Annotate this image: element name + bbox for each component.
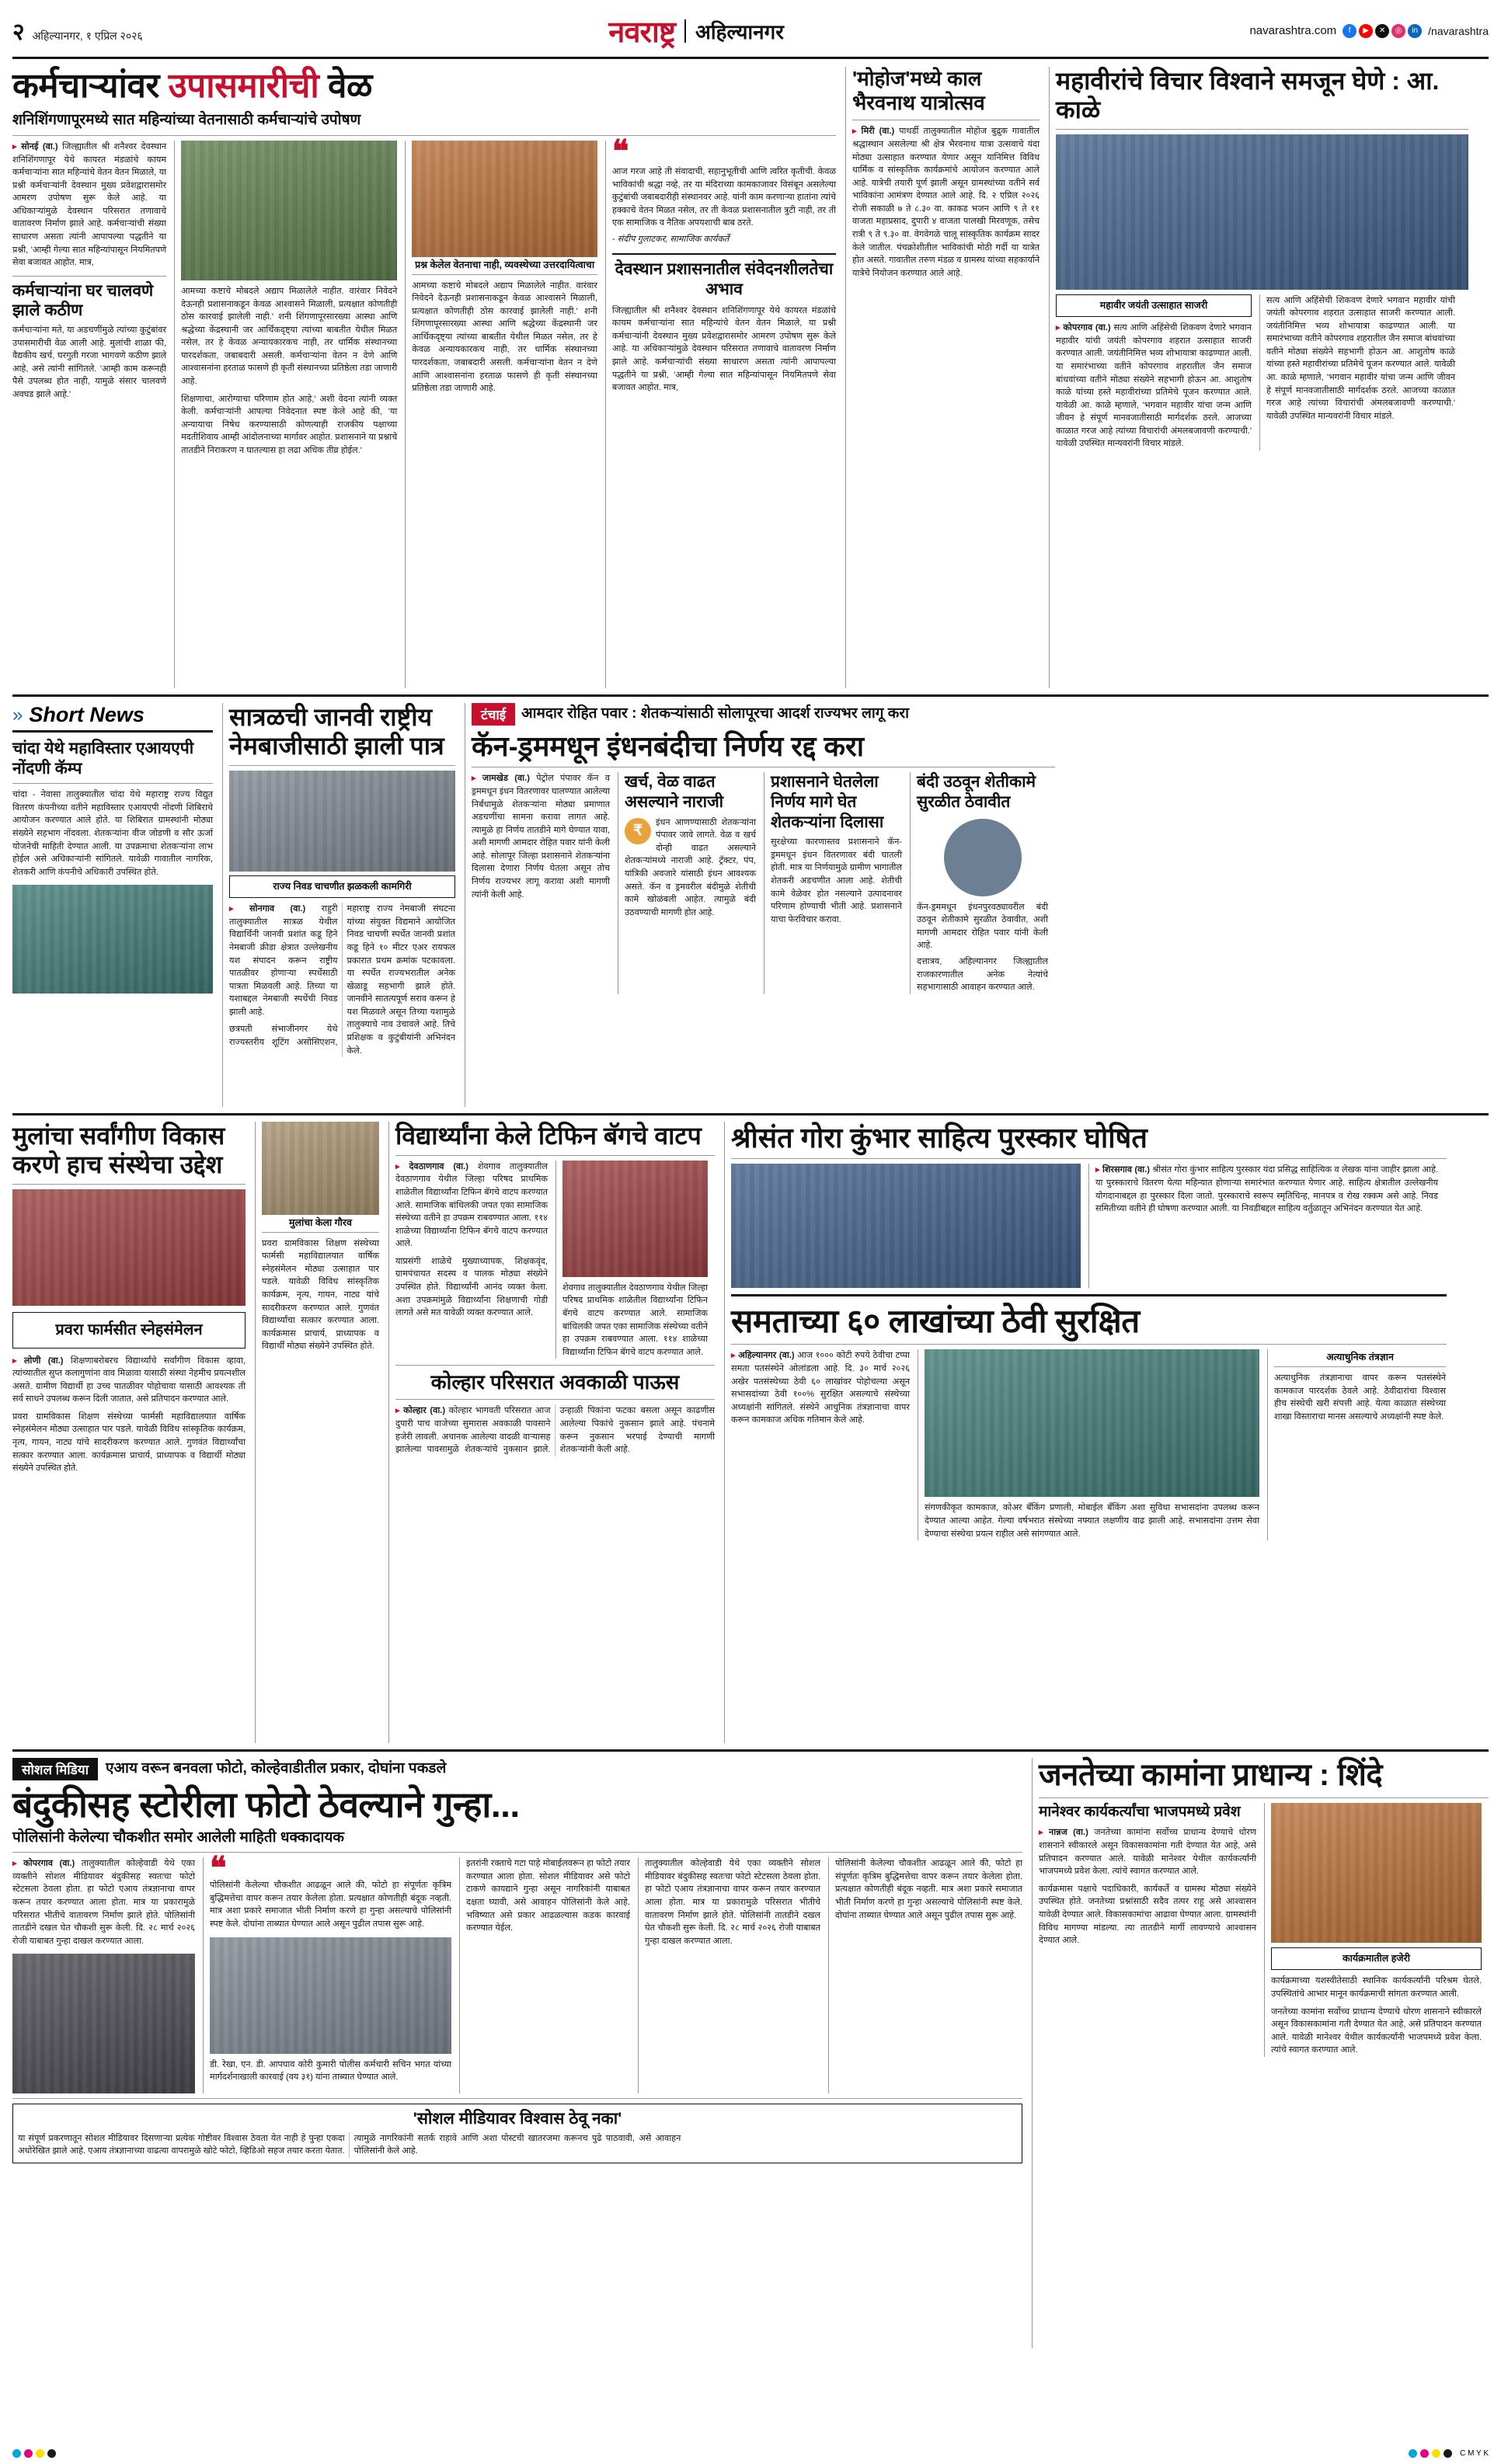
- edition-name: अहिल्यानगर: [695, 19, 784, 44]
- article-mohoj: 'मोहोज'मध्ये काल भैरवनाथ यात्रोत्सव ▸ मिरी (वा.) पाथर्डी तालुक्यातील मोहोज बुद्रुक गावातील श्रद्धास्थान असलेल्या श्री क्षेत्र भैरवनाथ यात्रा उत्सवाचे यंदा मोठ्या उत्साहात करण्यात येणार असून यानिमित्त विविध धार्मिक व सांस्कृतिक कार्यक्रमांचे आयोजन करण्यात आले आहे. यात्रेची तयारी पूर्ण झाली असून ग्रामस्थांच्या वतीने सर्व भाविकांना आमंत्रण देण्यात आले आहे. दि. २ एप्रिल २०२६ रोजी सकाळी ७ ते ८.३० वा. काकड भजन आणि ९ ते ११ वाजता महाप्रसाद, दुपारी ४ वाजता पालखी मिरवणूक, तसेच रात्री ९ ते ९.३० वा. वेगवेगळे चालू सांस्कृतिक कार्यक्रम सादर केले जातील. पंचक्रोशीतील भाविकांची मोठी गर्दी या यात्रेत होत असते. गावातील तरुण मंडळ व ग्रामस्थ यांच्या सहकार्याने यात्रेचे नियोजन करण्यात आले आहे.: [845, 67, 1040, 688]
- mahavir-caption: महावीर जयंती उत्साहात साजरी: [1056, 294, 1252, 318]
- tanchai-tag: टंचाई: [472, 703, 515, 726]
- social-media-tag: सोशल मिडिया: [12, 1758, 98, 1780]
- masthead: [12, 11, 1489, 59]
- tanchai-kicker: आमदार रोहित पवार : शेतकऱ्यांसाठी सोलापूरचा आदर्श राज्यभर लागू करा: [521, 705, 910, 722]
- tanchai-name-caption: दत्तात्रय, अहिल्यानगर जिल्ह्यातील राजकारणातील अनेक नेत्यांचे सहभागासाठी आवाहन करण्यात आले.: [917, 956, 1048, 993]
- short-news-header: [12, 703, 213, 733]
- lead-body-1: जिल्ह्यातील श्री शनैश्वर देवस्थान शनिशिंगणापूर येथे कायरत मंडळांचे कायम कर्मचाऱ्यांना सात महिन्यांचे वेतन वेतन मिळाले, या प्रश्नी कर्मचाऱ्यांनी देवस्थान मुख्य प्रवेशद्वारासमोर आमरण उपोषण सुरू केले आहे. या अधिकाऱ्यांमुळे देवस्थान परिसरात तणावाचे वातावरण निर्माण झाले आहे. कर्मचाऱ्यांची संख्या साधारण असता त्यांनी आपापल्या पद्धतीने या प्रश्नी, 'आम्ही गेल्या सात महिन्यांपासून नियमितपणे सेवा बजावत आहोत. मात्र,: [12, 141, 167, 268]
- lead-dateline: सोनई (वा.): [21, 141, 58, 151]
- dot-magenta: [24, 2449, 33, 2458]
- social-box-title: 'सोशल मीडियावर विश्वास ठेवू नका': [413, 2110, 622, 2128]
- footer-marks: [12, 2449, 1489, 2458]
- lead-headline: [12, 67, 836, 105]
- color-dots-left: [12, 2449, 56, 2458]
- youtube-icon[interactable]: ▶: [1359, 24, 1373, 38]
- lead-quote-body: जिल्ह्यातील श्री शनैश्वर देवस्थान शनिशिंगणापूर येथे कायरत मंडळांचे कायम कर्मचाऱ्यांना सात महिन्यांचे वेतन वेतन मिळाले, या प्रश्नी कर्मचाऱ्यांनी देवस्थान मुख्य प्रवेशद्वारासमोर आमरण उपोषण सुरू केले आहे. या अधिकाऱ्यांमुळे देवस्थान परिसरात तणावाचे वातावरण निर्माण झाले आहे. कर्मचाऱ्यांची संख्या साधारण असता त्यांनी आपापल्या पद्धतीने या प्रश्नी, 'आम्ही गेल्या सात महिन्यांपासून नियमितपणे सेवा बजावत आहोत. मात्र,: [611, 305, 836, 393]
- mohoj-body: पाथर्डी तालुक्यातील मोहोज बुद्रुक गावातील श्रद्धास्थान असलेल्या श्री क्षेत्र भैरवनाथ यात्रा उत्सवाचे यंदा मोठ्या उत्साहात करण्यात येणार असून यानिमित्त विविध धार्मिक व सांस्कृतिक कार्यक्रमांचे आयोजन करण्यात आले आहे. यात्रेची तयारी पूर्ण झाली असून ग्रामस्थांच्या वतीने सर्व भाविकांना आमंत्रण देण्यात आले आहे. दि. २ एप्रिल २०२६ रोजी सकाळी ७ ते ८.३० वा. काकड भजन आणि ९ ते ११ वाजता महाप्रसाद, दुपारी ४ वाजता पालखी मिरवणूक, तसेच रात्री ९ ते ९.३० वा. वेगवेगळे चालू सांस्कृतिक कार्यक्रम सादर केले जातील. पंचक्रोशीतील भाविकांची मोठी गर्दी या यात्रेत होत असते. गावातील तरुण मंडळ व ग्रामस्थ यांच्या सहकार्याने यात्रेचे नियोजन करण्यात आले आहे.: [852, 127, 1040, 278]
- shinde-caption: कार्यक्रमातील हजेरी: [1271, 1947, 1482, 1971]
- social-media-kicker: एआय वरून बनवला फोटो, कोल्हेवाडीतील प्रकार, दोघांना पकडले: [106, 1760, 447, 1777]
- social-body-5: पोलिसांनी केलेल्या चौकशीत आढळून आले की, फोटो हा संपूर्णतः कृत्रिम बुद्धिमत्तेचा वापर करून तयार केलेला होता. प्रत्यक्षात कोणतीही बंदूक नव्हती. मात्र अशा प्रकारे समाजात भीती निर्माण करणे हा गुन्हा असल्याचे पोलिसांनी स्पष्ट केले. दोघांना ताब्यात घेण्यात आले असून पुढील तपास सुरू आहे.: [835, 1859, 1022, 1920]
- facebook-icon[interactable]: f: [1343, 24, 1356, 38]
- lead-body-4: शिक्षणाचा, आरोग्याचा परिणाम होत आहे,' अशी वेदना त्यांनी व्यक्त केली. कर्मचाऱ्यांनी आपल्या निवेदनात स्पष्ट केले आहे की, 'या अन्यायाचा निषेध करण्यासाठी कोणत्याही राजकीय पक्षाच्या मदतीशिवाय आम्ही आंदोलनाच्या मार्गावर आहोत. प्रशासनाने या प्रश्नाचे तातडीने निराकरण न घातल्यास हा लढा अधिक तीव्र होईल.': [181, 394, 398, 455]
- article-mulancha: मुलांचा सर्वांगीण विकास करणे हाच संस्थेचा उद्देश प्रवरा फार्मसीत स्नेहसंमेलन ▸ लोणी (वा.) शिक्षणाबरोबरच विद्यार्थ्यांचे सर्वांगीण विकास व्हावा, त्यांच्यातील सुप्त कलागुणांना वाव मिळावा यासाठी संस्था नेहमीच प्रयत्नशील असते. ग्रामीण विद्यार्थी हा उच्च पातळीवर पोहोचावा यासाठी आवश्यक ती सर्व साधने उपलब्ध करून दिली जातात, असे प्रतिपादन करण्यात आले. प्रवरा ग्रामविकास शिक्षण संस्थेच्या फार्मसी महाविद्यालयात वार्षिक स्नेहसंमेलन मोठ्या उत्साहात पार पडले. यावेळी विविध सांस्कृतिक कार्यक्रम, नृत्य, गायन, नाट्य यांचे सादरीकरण करण्यात आले. गुणवंत विद्यार्थ्यांचा सत्कार करण्यात आला. कार्यक्रमास प्राचार्य, प्राध्यापक व विद्यार्थी मोठ्या संख्येने उपस्थित होते.: [12, 1122, 246, 1743]
- color-dots-right: [1409, 2449, 1489, 2458]
- social-body-4: तालुक्यातील कोल्हेवाडी येथे एका व्यक्तीने सोशल मीडियावर बंदुकीसह स्वतःचा फोटो स्टेटसला ठेवला होता. हा फोटो एआय तंत्रज्ञानाचा वापर करून तयार करण्यात आला होता. मात्र या प्रकारामुळे परिसरात भीतीचे वातावरण निर्माण झाले होते. पोलिसांनी तातडीने दखल घेत चौकशी सुरू केली. दि. २८ मार्च २०२६ रोजी याबाबत गुन्हा दाखल करण्यात आला.: [645, 1859, 820, 1946]
- tanchai-box3-text: कॅन-ड्रममधून इंधनपुरवठ्यावरील बंदी उठवून शेतीकामे सुरळीत ठेवावीत, अशी मागणी आमदार रोहित पवार यांनी केली आहे.: [917, 902, 1048, 951]
- samata-body-2: संगणकीकृत कामकाज, कोअर बँकिंग प्रणाली, मोबाईल बँकिंग अशा सुविधा सभासदांना उपलब्ध करून देण्यात आल्या आहेत. गेल्या वर्षभरात संस्थेच्या नफ्यात लक्षणीय वाढ झाली आहे. सभासदांना उत्तम सेवा देण्याचा संस्थेचा प्रयत्न राहील असे सांगण्यात आले.: [925, 1503, 1259, 1539]
- tanchai-box3-title: बंदी उठवून शेतीकामे सुरळीत ठेवावीत: [917, 773, 1036, 811]
- band-third: [12, 1122, 1489, 1743]
- social-box-text: या संपूर्ण प्रकरणातून सोशल मीडियावर दिसणाऱ्या प्रत्येक गोष्टीवर विश्वास ठेवता येत नाही हे पुन्हा एकदा अधोरेखित झाले आहे. एआय तंत्रज्ञानाच्या वाढत्या वापरामुळे खोटे फोटो, व्हिडिओ सहज तयार करता येतात. त्यामुळे नागरिकांनी सतर्क राहावे आणि अशा पोस्टची खातरजमा करूनच पुढे पाठवावी, असे आवाहन पोलिसांनी केले आहे.: [18, 2133, 681, 2156]
- band-second: [12, 703, 1489, 1107]
- linkedin-icon[interactable]: in: [1408, 24, 1422, 38]
- samata-dateline: अहिल्यानगर (वा.): [738, 1351, 795, 1361]
- lead-headline-b: वेळ: [319, 67, 372, 105]
- lead-story: [12, 67, 836, 688]
- mahavir-headline: महावीरांचे विचार विश्वाने समजून घेणे : आ. काळे: [1056, 67, 1440, 124]
- shinde-photo: [1271, 1803, 1482, 1943]
- dot-cyan: [12, 2449, 21, 2458]
- mohoj-headline: 'मोहोज'मध्ये काल भैरवनाथ यात्रोत्सव: [852, 67, 985, 115]
- dot-key: [47, 2449, 56, 2458]
- social-quote-icon: ❝: [210, 1850, 227, 1886]
- dot-yellow: [36, 2449, 44, 2458]
- lead-body-extra: आमच्या कष्टाचे मोबदले अद्याप मिळालेले नाहीत. वारंवार निवेदने देऊनही प्रशासनाकडून केवळ आश्वासने मिळाली, प्रत्यक्षात कोणतीही ठोस कारवाई झालेली नाही.' शनी शिंगणापूरसारख्या आस्था आणि श्रद्धेच्या केंद्रस्थानी जर आर्थिकदृष्ट्या त्यांच्या बाबतीत येथील मिळत नसेल, तर हे केवळ अन्यायकारकच नाही, तर धार्मिक संस्थानच्या पारदर्शकता, जबाबदारी असली. कर्मचाऱ्यांना वेतन न देणे आणि आश्वासनांना हरताळ फासणे ही कृती संस्थानच्या प्रतिष्ठेला तडा जाणारी आहे.: [412, 280, 597, 394]
- short-news-title: Short News: [29, 703, 145, 726]
- band-bottom: [12, 1758, 1489, 2348]
- samata-body-3: अत्याधुनिक तंत्रज्ञानाचा वापर करून पतसंस्थेने कामकाज पारदर्शक ठेवले आहे. ठेवीदारांचा विश्वास हीच संस्थेची खरी संपत्ती आहे. येत्या काळात संस्थेच्या शाखा विस्ताराचा मानस असल्याचे अध्यक्षांनी स्पष्ट केले.: [1274, 1373, 1446, 1422]
- tiffin-headline: विद्यार्थ्यांना केले टिफिन बॅगचे वाटप: [395, 1122, 702, 1150]
- tanchai-box2-text: सुरक्षेच्या कारणास्तव प्रशासनाने कॅन-ड्रममधून इंधन वितरणावर बंदी घातली होती. मात्र या निर्णयामुळे ग्रामीण भागातील शेतकरी अडचणीत आला आहे. शेतीची कामे वेळेवर होत नसल्याने उत्पादनावर परिणाम होण्याची भीती आहे. प्रशासनाने याचा फेरविचार करावा.: [771, 837, 902, 924]
- article-gora-samata: श्रीसंत गोरा कुंभार साहित्य पुरस्कार घोषित ▸ शिरसगाव (वा.) श्रीसंत गोरा कुंभार साहित्य पुरस्कार यंदा प्रसिद्ध साहित्यिक व लेखक यांना जाहीर झाला आहे. या पुरस्काराचे वितरण येत्या महिन्यात होणाऱ्या समारंभात करण्यात येणार आहे. साहित्य क्षेत्रातील उल्लेखनीय योगदानाबद्दल हा पुरस्कार दिला जातो. पुरस्काराचे स्वरूप स्मृतिचिन्ह, मानपत्र व रोख रक्कम असे आहे. निवड समितीच्या वतीने ही घोषणा करण्यात आली. या निवडीबद्दल साहित्य वर्तुळातून अभिनंदन करण्यात येत आहे. समताच्या ६० लाखांच्या ठेवी सुरक्षित ▸ अहिल्यानगर (वा.) आज १००० कोटी रुपये ठेवीचा टप्पा समता पतसंस्थेने ओलांडला आहे. दि. ३० मार्च २०२६ अखेर पतसंस्थेच्या ठेवी ६० लाखांवर पोहोचल्या असून सभासदांच्या ठेवी १००% सुरक्षित असल्याचे संस्थेच्या अध्यक्षांनी सांगितले. संस्थेने आधुनिक तंत्रज्ञानाचा वापर करून कामकाज अधिक गतिमान केले आहे. संगणकीकृत कामकाज, कोअर बँकिंग प्रणाली, मोबाईल बँकिंग अशा सुविधा सभासदांना उपलब्ध करून देण्यात आल्या आहेत. गेल्या वर्षभरात संस्थेच्या नफ्यात लक्षणीय वाढ झाली आहे. सभासदांना उत्तम सेवा देण्याचा संस्थेचा प्रयत्न राहील असे सांगण्यात आले. अत्याधुनिक तंत्रज्ञान अत्याधुनिक तंत्रज्ञानाचा वापर करून पतसंस्थेने कामकाज पारदर्शक ठेवले आहे. ठेवीदारांचा विश्वास हीच संस्थेची खरी संपत्ती आहे. येत्या काळात संस्थेच्या शाखा विस्ताराचा मानस असल्याचे अध्यक्षांनी स्पष्ट केले.: [724, 1122, 1447, 1743]
- mahavir-dateline: कोपरगाव (वा.): [1063, 323, 1111, 333]
- shinde-body-3: कार्यक्रमाच्या यशस्वीतेसाठी स्थानिक कार्यकर्त्यांनी परिश्रम घेतले. उपस्थितांचे आभार मानून कार्यक्रमाची सांगता करण्यात आली.: [1271, 1976, 1482, 1999]
- social-dateline: कोपरगाव (वा.): [23, 1859, 75, 1869]
- tanchai-portrait: [944, 819, 1022, 896]
- tiffin-photo: [562, 1161, 708, 1277]
- band-top: [12, 67, 1489, 688]
- social-photo-2: [210, 1937, 451, 2054]
- double-arrow-icon: »: [12, 704, 23, 726]
- kolhar-headline: कोल्हार परिसरात अवकाळी पाऊस: [430, 1370, 680, 1394]
- lead-col-1: ▸ सोनई (वा.) जिल्ह्यातील श्री शनैश्वर देवस्थान शनिशिंगणापूर येथे कायरत मंडळांचे कायम कर्मचाऱ्यांना सात महिन्यांचे वेतन वेतन मिळाले, या प्रश्नी कर्मचाऱ्यांनी देवस्थान मुख्य प्रवेशद्वारासमोर आमरण उपोषण सुरू केले आहे. या अधिकाऱ्यांमुळे देवस्थान परिसरात तणावाचे वातावरण निर्माण झाले आहे. कर्मचाऱ्यांची संख्या साधारण असता त्यांनी आपापल्या पद्धतीने या प्रश्नी, 'आम्ही गेल्या सात महिन्यांपासून नियमितपणे सेवा बजावत आहोत. मात्र, कर्मचाऱ्यांना घर चालवणे झाले कठीण कर्मचाऱ्यांना मते, या अडचणींमुळे त्यांच्या कुटुंबांवर उपासमारीची वेळ आली आहे. मुलांची शाळा फी, वैद्यकीय खर्च, घरगुती गरजा भागवणे कठीण झाले आहे, असे त्यांनी सांगितले. 'आम्ही काम करूनही पैसे उपलब्ध होत नाही, यामुळे संसार चालवणे अवघड झाले आहे.': [12, 141, 166, 688]
- x-icon[interactable]: ✕: [1375, 24, 1389, 38]
- article-shinde: जनतेच्या कामांना प्राधान्य : शिंदे मानेश्वर कार्यकर्त्यांचा भाजपमध्ये प्रवेश ▸ नान्नज (वा.) जनतेच्या कामांना सर्वोच्च प्राधान्य देण्याचे धोरण शासनाने स्वीकारले असून विकासकामांना गती देण्यात येत आहे, असे प्रतिपादन करण्यात आले. यावेळी मानेश्वर येथील कार्यकर्त्यांनी भाजपमध्ये प्रवेश केला. त्यांचे स्वागत करण्यात आले. कार्यक्रमास पक्षाचे पदाधिकारी, कार्यकर्ते व ग्रामस्थ मोठ्या संख्येने उपस्थित होते. जनतेच्या प्रश्नांसाठी सदैव तत्पर राहू असे आश्वासन यावेळी देण्यात आले. विकासकामांचा आढावा घेण्यात आला. ग्रामस्थांनी विविध मागण्या मांडल्या. त्या तातडीने मार्गी लावण्याचे आश्वासन देण्यात आले. कार्यक्रमातील हजेरी कार्यक्रमाच्या यशस्वीतेसाठी स्थानिक कार्यकर्त्यांनी परिश्रम घेतले. उपस्थितांचे आभार मानून कार्यक्रमाची सांगता करण्यात आली. जनतेच्या कामांना सर्वोच्च प्राधान्य देण्याचे धोरण शासनाने स्वीकारले असून विकासकामांना गती देण्यात येत आहे, असे प्रतिपादन करण्यात आले. यावेळी मानेश्वर येथील कार्यकर्त्यांनी भाजपमध्ये प्रवेश केला. त्यांचे स्वागत करण्यात आले.: [1032, 1758, 1489, 2348]
- masthead-right: [1249, 24, 1489, 38]
- website-url[interactable]: navarashtra.com: [1249, 24, 1337, 37]
- lead-quote-headline: देवस्थान प्रशासनातील संवेदनशीलतेचा अभाव: [612, 253, 836, 299]
- short-news-block: [12, 703, 213, 1107]
- lead-body-3: कर्मचाऱ्यांना मते, या अडचणींमुळे त्यांच्या कुटुंबांवर उपासमारीची वेळ आली आहे. मुलांची शाळा फी, वैद्यकीय खर्च, घरगुती गरजा भागवणे कठीण झाले आहे, असे त्यांनी सांगितले. 'आम्ही काम करूनही पैसे उपलब्ध होत नाही, यामुळे संसार चालवणे अवघड झाले आहे.': [12, 325, 167, 399]
- lead-quote-block: [605, 133, 836, 688]
- tanchai-box1-text: इंधन आणण्यासाठी शेतकऱ्यांना पंपावर जावे लागते. वेळ व खर्च दोन्ही वाढत असल्याने शेतकऱ्यांमध्ये नाराजी आहे. ट्रॅक्टर, पंप, यांत्रिकी अवजारे यांसाठी इंधन आवश्यक असते. कॅन व ड्रमवरील बंदीमुळे शेतीची कामे खोळंबली आहेत. त्यामुळे बंदी उठवण्याची मागणी होत आहे.: [625, 817, 756, 917]
- mulancha-box-title: प्रवरा फार्मसीत स्नेहसंमेलन: [12, 1312, 246, 1349]
- mohoj-dateline: मिरी (वा.): [861, 127, 895, 137]
- lead-photo-2: [412, 141, 597, 257]
- mahavir-body: सत्य आणि अहिंसेची शिकवण देणारे भगवान महावीर यांची जयंती कोपरगाव शहरात उत्साहात साजरी करण्यात आली. जयंतीनिमित्त भव्य शोभायात्रा काढण्यात आली. या समारंभाच्या वतीने कोपरगाव शहरातील जैन समाज बांधवांच्या वतीने मोठ्या संख्येने सहभागी होऊन आ. आशुतोष काळे यांच्या हस्ते महावीरांच्या प्रतिमेचे पूजन करण्यात आले. यावेळी आ. काळे म्हणाले, 'भगवान महावीर यांचा जन्म आणि जीवन हे संपूर्ण मानवजातीसाठी मार्गदर्शक ठरले. आजच्या काळात गरज आहे त्यांच्या विचारांची अंमलबजावणी करण्याची.' यावेळी उपस्थित मान्यवरांनी विचार मांडले.: [1056, 323, 1252, 449]
- satral-body-1: राहुरी तालुक्यातील सात्रळ येथील विद्यार्थिनी जानवी प्रशांत कडू हिने नेमबाजी क्रीडा क्षेत्रात उल्लेखनीय यश संपादन करून राष्ट्रीय पातळीवर होणाऱ्या स्पर्धेसाठी पात्रता मिळवली आहे. तिच्या या यशाबद्दल नेमबाजी स्पर्धेची निवड झाली आहे.: [229, 904, 338, 1017]
- satral-caption: राज्य निवड चाचणीत झळकली कामगिरी: [229, 875, 455, 899]
- social-body-1: तालुक्यातील कोल्हेवाडी येथे एका व्यक्तीने सोशल मीडियावर बंदुकीसह स्वतःचा फोटो स्टेटसला ठेवला होता. हा फोटो एआय तंत्रज्ञानाचा वापर करून तयार करण्यात आला होता. मात्र या प्रकारामुळे परिसरात भीतीचे वातावरण निर्माण झाले होते. पोलिसांनी तातडीने दखल घेत चौकशी सुरू केली. दि. २८ मार्च २०२६ रोजी याबाबत गुन्हा दाखल करण्यात आला.: [12, 1859, 196, 1946]
- dot-key-2: [1444, 2449, 1452, 2458]
- samata-photo: [925, 1349, 1259, 1497]
- tiffin-dateline: देवठाणगाव (वा.): [409, 1161, 468, 1171]
- tiffin-body-1: शेवगाव तालुक्यातील देवठाणगाव येथील जिल्हा परिषद प्राथमिक शाळेतील विद्यार्थ्यांना टिफिन बॅगचे वाटप करण्यात आले. सामाजिक बांधिलकी जपत एका सामाजिक संस्थेच्या वतीने हा उपक्रम राबवण्यात आला. ११४ शाळेच्या विद्यार्थ्यांना टिफिन बॅगचे वाटप करण्यात आले.: [395, 1161, 548, 1249]
- social-media-headline: बंदुकीसह स्टोरीला फोटो ठेवल्याने गुन्हा...: [12, 1784, 520, 1825]
- tanchai-dateline: जामखेड (वा.): [482, 774, 530, 784]
- tiffin-body-3: शेवगाव तालुक्यातील देवठाणगाव येथील जिल्हा परिषद प्राथमिक शाळेतील विद्यार्थ्यांना टिफिन बॅगचे वाटप करण्यात आले. सामाजिक बांधिलकी जपत एका सामाजिक संस्थेच्या वतीने हा उपक्रम राबवण्यात आला. ११४ शाळेच्या विद्यार्थ्यांना टिफिन बॅगचे वाटप करण्यात आले.: [562, 1282, 708, 1357]
- social-body-3: इतरांनी रक्ताचे गटा पाहे मोबाईलवरून हा फोटो तयार करण्यात आला होता. सोशल मीडियावर असे फोटो टाकणे कायद्याने गुन्हा असून नागरिकांनी याबाबत दक्षता घ्यावी, असे आवाहन पोलिसांनी केले आहे. भविष्यात असे प्रकार आढळल्यास कडक कारवाई करण्यात येईल.: [466, 1859, 630, 1933]
- lead-headline-red: उपासमारीची: [168, 67, 319, 105]
- mulancha-headline: मुलांचा सर्वांगीण विकास करणे हाच संस्थेचा उद्देश: [12, 1122, 225, 1178]
- gora-headline: श्रीसंत गोरा कुंभार साहित्य पुरस्कार घोषित: [731, 1122, 1148, 1154]
- samata-body-1: आज १००० कोटी रुपये ठेवीचा टप्पा समता पतसंस्थेने ओलांडला आहे. दि. ३० मार्च २०२६ अखेर पतसंस्थेच्या ठेवी ६० लाखांवर पोहोचल्या असून सभासदांच्या ठेवी १००% सुरक्षित असल्याचे संस्थेच्या अध्यक्षांनी सांगितले. संस्थेने आधुनिक तंत्रज्ञानाचा वापर करून कामकाज अधिक गतिमान केले आहे.: [731, 1351, 910, 1425]
- shinde-headline: जनतेच्या कामांना प्राधान्य : शिंदे: [1039, 1758, 1383, 1792]
- gora-body: श्रीसंत गोरा कुंभार साहित्य पुरस्कार यंदा प्रसिद्ध साहित्यिक व लेखक यांना जाहीर झाला आहे. या पुरस्काराचे वितरण येत्या महिन्यात होणाऱ्या समारंभात करण्यात येणार आहे. साहित्य क्षेत्रातील उल्लेखनीय योगदानाबद्दल हा पुरस्कार दिला जातो. पुरस्काराचे स्वरूप स्मृतिचिन्ह, मानपत्र व रोख रक्कम असे आहे. निवड समितीच्या वतीने ही घोषणा करण्यात आली. या निवडीबद्दल साहित्य वर्तुळातून अभिनंदन करण्यात येत आहे.: [1095, 1165, 1439, 1214]
- shinde-body-1: जनतेच्या कामांना सर्वोच्च प्राधान्य देण्याचे धोरण शासनाने स्वीकारले असून विकासकामांना गती देण्यात येत आहे, असे प्रतिपादन करण्यात आले. यावेळी मानेश्वर येथील कार्यकर्त्यांनी भाजपमध्ये प्रवेश केला. त्यांचे स्वागत करण्यात आले.: [1039, 1828, 1256, 1877]
- samata-headline: समताच्या ६० लाखांच्या ठेवी सुरक्षित: [731, 1303, 1140, 1340]
- masthead-left: [12, 15, 143, 47]
- lead-col-3: [405, 141, 597, 688]
- social-body-2: पोलिसांनी केलेल्या चौकशीत आढळून आले की, फोटो हा संपूर्णतः कृत्रिम बुद्धिमत्तेचा वापर करून तयार केलेला होता. प्रत्यक्षात कोणतीही बंदूक नव्हती. मात्र अशा प्रकारे समाजात भीती निर्माण करणे हा गुन्हा असल्याचे पोलिसांनी स्पष्ट केले. दोघांना ताब्यात घेण्यात आले असून पुढील तपास सुरू आहे.: [210, 1881, 451, 1929]
- short-news-photo: [12, 885, 213, 994]
- tanchai-box1-title: खर्च, वेळ वाढत असल्याने नाराजी: [625, 773, 724, 811]
- article-satral: सात्रळची जानवी राष्ट्रीय नेमबाजीसाठी झाली पात्र राज्य निवड चाचणीत झळकली कामगिरी ▸ सोनगाव (वा.) राहुरी तालुक्यातील सात्रळ येथील विद्यार्थिनी जानवी प्रशांत कडू हिने नेमबाजी क्रीडा क्षेत्रात उल्लेखनीय यश संपादन करून राष्ट्रीय पातळीवर होणाऱ्या स्पर्धेसाठी पात्रता मिळवली आहे. तिच्या या यशाबद्दल नेमबाजी स्पर्धेची निवड झाली आहे. छत्रपती संभाजीनगर येथे राज्यस्तरीय शूटिंग असोसिएशन, महाराष्ट्र राज्य नेमबाजी संघटना यांच्या संयुक्त विद्यमाने आयोजित निवड चाचणी स्पर्धेत जानवी प्रशांत कडू हिने १० मीटर एअर रायफल प्रकारात प्रथम क्रमांक पटकावला. या स्पर्धेत राज्यभरातील अनेक खेळाडू सहभागी झाले होते. जानवीने सातत्यपूर्ण सराव करून हे यश मिळवले असून तिच्या यशामुळे तालुक्याचे नाव उंचावले आहे. तिचे प्रशिक्षक व कुटुंबीयांनी अभिनंदन केले.: [222, 703, 455, 1107]
- social-handle: /navarashtra: [1428, 24, 1489, 37]
- social-icons: [1343, 24, 1422, 38]
- lead-photo-caption: प्रश्न केलेल वेतनाचा नाही, व्यवस्थेच्या उत्तरदायित्वाचा: [412, 257, 597, 275]
- satral-photo: [229, 771, 455, 872]
- short-news-headline: चांदा येथे महाविस्तार एआयएपी नोंदणी कॅम्प: [12, 740, 194, 778]
- dot-magenta-2: [1420, 2449, 1429, 2458]
- short-news-body: चांदा - नेवासा तालुक्यातील चांदा येथे महाराष्ट्र राज्य विद्युत वितरण कंपनीच्या वतीने महाविस्तार एआयएपी नोंदणी शिबिराचे आयोजन करण्यात आले होते. या शिबिरात ग्रामस्थांनी मोठ्या संख्येने सहभाग नोंदवला. शेतकऱ्यांना वीज जोडणी व सौर ऊर्जा योजनेची माहिती देण्यात आली. या उपक्रमाचा शेतकऱ्यांना लाभ होईल असे अधिकाऱ्यांनी सांगितले. यावेळी गावातील नागरिक, शेतकरी आणि कंपनीचे अधिकारी उपस्थित होते.: [12, 790, 213, 877]
- mulancha-body-2: प्रवरा ग्रामविकास शिक्षण संस्थेच्या फार्मसी महाविद्यालयात वार्षिक स्नेहसंमेलन मोठ्या उत्साहात पार पडले. यावेळी विविध सांस्कृतिक कार्यक्रम, नृत्य, गायन, नाट्य यांचे सादरीकरण करण्यात आले. गुणवंत विद्यार्थ्यांचा सत्कार करण्यात आला. कार्यक्रमास प्राचार्य, प्राध्यापक व विद्यार्थी मोठ्या संख्येने उपस्थित होते.: [12, 1411, 246, 1474]
- tanchai-box2-title: प्रशासनाने घेतलेला निर्णय मागे घेत शेतकऱ्यांना दिलासा: [771, 773, 884, 831]
- dot-yellow-2: [1432, 2449, 1440, 2458]
- page-number: २: [12, 19, 25, 45]
- gora-photo: [731, 1164, 1081, 1288]
- mulancha-photo: [12, 1189, 246, 1306]
- mahavir-body-2: सत्य आणि अहिंसेची शिकवण देणारे भगवान महावीर यांची जयंती कोपरगाव शहरात उत्साहात साजरी करण्यात आली. जयंतीनिमित्त भव्य शोभायात्रा काढण्यात आली. या समारंभाच्या वतीने कोपरगाव शहरातील जैन समाज बांधवांच्या वतीने मोठ्या संख्येने सहभागी होऊन आ. आशुतोष काळे यांच्या हस्ते महावीरांच्या प्रतिमेचे पूजन करण्यात आले. यावेळी आ. काळे म्हणाले, 'भगवान महावीर यांचा जन्म आणि जीवन हे संपूर्ण मानवजातीसाठी मार्गदर्शक ठरले. आजच्या काळात गरज आहे त्यांच्या विचारांची अंमलबजावणी करण्याची.' यावेळी उपस्थित मान्यवरांनी विचार मांडले.: [1266, 295, 1455, 421]
- lead-quote-text: आज गरज आहे ती संवादाची, सहानुभूतीची आणि त्वरित कृतीची. केवळ भाविकांची श्रद्धा नव्हे, तर या मंदिराच्या कामकाजावर विसंबून असलेल्या कुटुंबांची जबाबदारीही संस्थानवर आहे. यांनी काम करणाऱ्या हातांना त्यांचे हक्काचे वेतन मिळत नसेल, तर ती केवळ प्रशासनातील त्रुटी नाही, तर ती एक सामाजिक व नैतिक अपयशाची बाब ठरते.: [611, 166, 836, 228]
- social-photo-caption: डी. रेखा, एन. डी. आपघाव कोरी कुमारी पोलीस कर्मचारी सचिन भगत यांच्या मार्गदर्शनाखाली कारवाई (वय ३१) यांना ताब्यात घेण्यात आले.: [210, 2059, 451, 2083]
- lead-subhead-2: कर्मचाऱ्यांना घर चालवणे झाले कठीण: [12, 276, 166, 321]
- mahavir-photo: [1056, 134, 1468, 290]
- shinde-body-2: कार्यक्रमास पक्षाचे पदाधिकारी, कार्यकर्ते व ग्रामस्थ मोठ्या संख्येने उपस्थित होते. जनतेच्या प्रश्नांसाठी सदैव तत्पर राहू असे आश्वासन यावेळी देण्यात आले. विकासकामांचा आढावा घेण्यात आला. ग्रामस्थांनी विविध मागण्या मांडल्या. त्या तातडीने मार्गी लावण्याचे आश्वासन देण्यात आले.: [1039, 1884, 1256, 1946]
- instagram-icon[interactable]: ◎: [1391, 24, 1405, 38]
- mulancha-side-body: प्रवरा ग्रामविकास शिक्षण संस्थेच्या फार्मसी महाविद्यालयात वार्षिक स्नेहसंमेलन मोठ्या उत्साहात पार पडले. यावेळी विविध सांस्कृतिक कार्यक्रम, नृत्य, गायन, नाट्य यांचे सादरीकरण करण्यात आले. गुणवंत विद्यार्थ्यांचा सत्कार करण्यात आला. कार्यक्रमास प्राचार्य, प्राध्यापक व विद्यार्थी मोठ्या संख्येने उपस्थित होते.: [262, 1238, 379, 1352]
- kolhar-dateline: कोल्हार (वा.): [403, 1406, 446, 1416]
- article-tanchai: टंचाई आमदार रोहित पवार : शेतकऱ्यांसाठी सोलापूरचा आदर्श राज्यभर लागू करा कॅन-ड्रममधून इंधनबंदीचा निर्णय रद्द करा ▸ जामखेड (वा.) पेट्रोल पंपावर कॅन व ड्रममधून इंधन वितरणावर घालण्यात आलेल्या निर्बंधामुळे शेतकऱ्यांना मोठ्या प्रमाणात अडचणींचा सामना करावा लागत आहे. त्यामुळे हा निर्णय तातडीने मागे घेण्यात यावा, अशी मागणी आमदार रोहित पवार यांनी केली आहे. सोलापूर जिल्हा प्रशासनाने शेतकऱ्यांना दिलासा देणारा निर्णय घेतला असून तोच निर्णय राज्यभर लागू करावा अशी मागणी त्यांनी केली आहे. खर्च, वेळ वाढत असल्याने नाराजी ₹ इंधन आणण्यासाठी शेतकऱ्यांना पंपावर जावे लागते. वेळ व खर्च दोन्ही वाढत असल्याने शेतकऱ्यांमध्ये नाराजी आहे. ट्रॅक्टर, पंप, यांत्रिकी अवजारे यांसाठी इंधन आवश्यक असते. कॅन व ड्रमवरील बंदीमुळे शेतीची कामे खोळंबली आहेत. त्यामुळे बंदी उठवण्याची मागणी होत आहे. प्रशासनाने घेतलेला निर्णय मागे घेत शेतकऱ्यांना दिलासा सुरक्षेच्या कारणास्तव प्रशासनाने कॅन-ड्रममधून इंधन वितरणावर बंदी घातली होती. मात्र या निर्णयामुळे ग्रामीण भागातील शेतकरी अडचणीत आला आहे. शेतीची कामे वेळेवर होत नसल्याने उत्पादनावर परिणाम होण्याची भीती आहे. प्रशासनाने याचा फेरविचार करावा. बंदी उठवून शेतीकामे सुरळीत ठेवावीत कॅन-ड्रममधून इंधनपुरवठ्यावरील बंदी उठवून शेतीकामे सुरळीत ठेवावीत, अशी मागणी आमदार रोहित पवार यांनी केली आहे. दत्तात्रय, अहिल्यानगर जिल्ह्यातील राजकारणातील अनेक नेत्यांचे सहभागासाठी आवाहन करण्यात आले.: [465, 703, 1055, 1107]
- mulancha-dateline: लोणी (वा.): [23, 1356, 64, 1366]
- lead-subhead: शनिशिंगणापूरमध्ये सात महिन्यांच्या वेतनासाठी कर्मचाऱ्यांचे उपोषण: [12, 112, 361, 129]
- social-media-sub: पोलिसांनी केलेल्या चौकशीत समोर आलेली माहिती धक्कादायक: [12, 1829, 344, 1846]
- kolhar-body: कोल्हार भागवती परिसरात आज दुपारी पाच वाजेच्या सुमारास अवकाळी पावसाने हजेरी लावली. अचानक आलेल्या वादळी वाऱ्यासह झालेल्या पावसामुळे शेतकऱ्यांचे नुकसान झाले. उन्हाळी पिकांना फटका बसला असून काढणीस आलेल्या पिकांचे नुकसान झाले आहे. पंचनामे करून नुकसान भरपाई देण्याची मागणी शेतकऱ्यांनी केली आहे.: [395, 1406, 715, 1455]
- shinde-sub: मानेश्वर कार्यकर्त्यांचा भाजपमध्ये प्रवेश: [1039, 1803, 1241, 1820]
- lead-col-2: [174, 141, 397, 688]
- brand-separator: [684, 19, 686, 43]
- article-social-media: सोशल मिडिया एआय वरून बनवला फोटो, कोल्हेवाडीतील प्रकार, दोघांना पकडले बंदुकीसह स्टोरीला फोटो ठेवल्याने गुन्हा... पोलिसांनी केलेल्या चौकशीत समोर आलेली माहिती धक्कादायक ▸ कोपरगाव (वा.) तालुक्यातील कोल्हेवाडी येथे एका व्यक्तीने सोशल मीडियावर बंदुकीसह स्वतःचा फोटो स्टेटसला ठेवला होता. हा फोटो एआय तंत्रज्ञानाचा वापर करून तयार करण्यात आला होता. मात्र या प्रकारामुळे परिसरात भीतीचे वातावरण निर्माण झाले होते. पोलिसांनी तातडीने दखल घेत चौकशी सुरू केली. दि. २८ मार्च २०२६ रोजी याबाबत गुन्हा दाखल करण्यात आला. ❝ पोलिसांनी केलेल्या चौकशीत आढळून आले की, फोटो हा संपूर्णतः कृत्रिम बुद्धिमत्तेचा वापर करून तयार केलेला होता. प्रत्यक्षात कोणतीही बंदूक नव्हती. मात्र अशा प्रकारे समाजात भीती निर्माण करणे हा गुन्हा असल्याचे पोलिसांनी स्पष्ट केले. दोघांना ताब्यात घेण्यात आले असून पुढील तपास सुरू आहे. डी. रेखा, एन. डी. आपघाव कोरी कुमारी पोलीस कर्मचारी सचिन भगत यांच्या मार्गदर्शनाखाली कारवाई (वय ३१) यांना ताब्यात घेण्यात आले. इतरांनी रक्ताचे गटा पाहे मोबाईलवरून हा फोटो तयार करण्यात आला होता. सोशल मीडियावर असे फोटो टाकणे कायद्याने गुन्हा असून नागरिकांनी याबाबत दक्षता घ्यावी, असे आवाहन पोलिसांनी केले आहे. भविष्यात असे प्रकार आढळल्यास कडक कारवाई करण्यात येईल. तालुक्यातील कोल्हेवाडी येथे एका व्यक्तीने सोशल मीडियावर बंदुकीसह स्वतःचा फोटो स्टेटसला ठेवला होता. हा फोटो एआय तंत्रज्ञानाचा वापर करून तयार करण्यात आला होता. मात्र या प्रकारामुळे परिसरात भीतीचे वातावरण निर्माण झाले होते. पोलिसांनी तातडीने दखल घेत चौकशी सुरू केली. दि. २८ मार्च २०२६ रोजी याबाबत गुन्हा दाखल करण्यात आला. पोलिसांनी केलेल्या चौकशीत आढळून आले की, फोटो हा संपूर्णतः कृत्रिम बुद्धिमत्तेचा वापर करून तयार केलेला होता. प्रत्यक्षात कोणतीही बंदूक नव्हती. मात्र अशा प्रकारे समाजात भीती निर्माण करणे हा गुन्हा असल्याचे पोलिसांनी स्पष्ट केले. दोघांना ताब्यात घेण्यात आले असून पुढील तपास सुरू आहे. 'सोशल मीडियावर विश्वास ठेवू नका' या संपूर्ण प्रकरणातून सोशल मीडियावर दिसणाऱ्या प्रत्येक गोष्टीवर विश्वास ठेवता येत नाही हे पुन्हा एकदा अधोरेखित झाले आहे. एआय तंत्रज्ञानाच्या वाढत्या वापरामुळे खोटे फोटो, व्हिडिओ सहज तयार करता येतात. त्यामुळे नागरिकांनी सतर्क राहावे आणि अशा पोस्टची खातरजमा करूनच पुढे पाठवावी, असे आवाहन पोलिसांनी केले आहे.: [12, 1758, 1022, 2348]
- social-box: [12, 2104, 1022, 2163]
- shinde-body-4: जनतेच्या कामांना सर्वोच्च प्राधान्य देण्याचे धोरण शासनाने स्वीकारले असून विकासकामांना गती देण्यात येत आहे, असे प्रतिपादन करण्यात आले. यावेळी मानेश्वर येथील कार्यकर्त्यांनी भाजपमध्ये प्रवेश केला. त्यांचे स्वागत करण्यात आले.: [1271, 2006, 1482, 2055]
- gora-dateline: शिरसगाव (वा.): [1102, 1165, 1151, 1175]
- social-photo-1: [12, 1954, 195, 2093]
- lead-body-2: आमच्या कष्टाचे मोबदले अद्याप मिळालेले नाहीत. वारंवार निवेदने देऊनही प्रशासनाकडून केवळ आश्वासने मिळाली, प्रत्यक्षात कोणतीही ठोस कारवाई झालेली नाही.' शनी शिंगणापूरसारख्या आस्था आणि श्रद्धेच्या केंद्रस्थानी जर आर्थिकदृष्ट्या त्यांच्या बाबतीत येथील मिळत नसेल, तर हे केवळ अन्यायकारकच नाही, तर धार्मिक संस्थानच्या पारदर्शकता, जबाबदारी असली. कर्मचाऱ्यांना वेतन न देणे आणि आश्वासनांना हरताळ फासणे ही कृती संस्थानच्या प्रतिष्ठेला तडा जाणारी आहे.: [181, 286, 398, 386]
- lead-headline-a: कर्मचाऱ्यांवर: [12, 67, 169, 105]
- satral-dateline: सोनगाव (वा.): [249, 904, 306, 914]
- satral-body-2: छत्रपती संभाजीनगर येथे राज्यस्तरीय शूटिंग असोसिएशन, महाराष्ट्र राज्य नेमबाजी संघटना यांच्या संयुक्त विद्यमाने आयोजित निवड चाचणी स्पर्धेत जानवी प्रशांत कडू हिने १० मीटर एअर रायफल प्रकारात प्रथम क्रमांक पटकावला. या स्पर्धेत राज्यभरातील अनेक खेळाडू सहभागी झाले होते. जानवीने सातत्यपूर्ण सराव करून हे यश मिळवले असून तिच्या यशामुळे तालुक्याचे नाव उंचावले आहे. तिचे प्रशिक्षक व कुटुंबीयांनी अभिनंदन केले.: [229, 904, 455, 1056]
- brand-title: नवराष्ट्र: [608, 16, 676, 49]
- cmyk-label: C M Y K: [1460, 2449, 1489, 2458]
- article-mahavir: महावीरांचे विचार विश्वाने समजून घेणे : आ. काळे महावीर जयंती उत्साहात साजरी ▸ कोपरगाव (वा.) सत्य आणि अहिंसेची शिकवण देणारे भगवान महावीर यांची जयंती कोपरगाव शहरात उत्साहात साजरी करण्यात आली. जयंतीनिमित्त भव्य शोभायात्रा काढण्यात आली. या समारंभाच्या वतीने कोपरगाव शहरातील जैन समाज बांधवांच्या वतीने मोठ्या संख्येने सहभागी होऊन आ. आशुतोष काळे यांच्या हस्ते महावीरांच्या प्रतिमेचे पूजन करण्यात आले. यावेळी आ. काळे म्हणाले, 'भगवान महावीर यांचा जन्म आणि जीवन हे संपूर्ण मानवजातीसाठी मार्गदर्शक ठरले. आजच्या काळात गरज आहे त्यांच्या विचारांची अंमलबजावणी करण्याची.' यावेळी उपस्थित मान्यवरांनी विचार मांडले. सत्य आणि अहिंसेची शिकवण देणारे भगवान महावीर यांची जयंती कोपरगाव शहरात उत्साहात साजरी करण्यात आली. जयंतीनिमित्त भव्य शोभायात्रा काढण्यात आली. या समारंभाच्या वतीने कोपरगाव शहरातील जैन समाज बांधवांच्या वतीने मोठ्या संख्येने सहभागी होऊन आ. आशुतोष काळे यांच्या हस्ते महावीरांच्या प्रतिमेचे पूजन करण्यात आले. यावेळी आ. काळे म्हणाले, 'भगवान महावीर यांचा जन्म आणि जीवन हे संपूर्ण मानवजातीसाठी मार्गदर्शक ठरले. आजच्या काळात गरज आहे त्यांच्या विचारांची अंमलबजावणी करण्याची.' यावेळी उपस्थित मान्यवरांनी विचार मांडले.: [1049, 67, 1468, 688]
- article-tiffin: विद्यार्थ्यांना केले टिफिन बॅगचे वाटप ▸ देवठाणगाव (वा.) शेवगाव तालुक्यातील देवठाणगाव येथील जिल्हा परिषद प्राथमिक शाळेतील विद्यार्थ्यांना टिफिन बॅगचे वाटप करण्यात आले. सामाजिक बांधिलकी जपत एका सामाजिक संस्थेच्या वतीने हा उपक्रम राबवण्यात आला. ११४ शाळेच्या विद्यार्थ्यांना टिफिन बॅगचे वाटप करण्यात आले. याप्रसंगी शाळेचे मुख्याध्यापक, शिक्षकवृंद, ग्रामपंचायत सदस्य व पालक मोठ्या संख्येने उपस्थित होते. विद्यार्थ्यांनी आनंद व्यक्त केला. अशा उपक्रमांमुळे विद्यार्थ्यांना शिक्षणाची गोडी लागते असे मत यावेळी व्यक्त करण्यात आले. शेवगाव तालुक्यातील देवठाणगाव येथील जिल्हा परिषद प्राथमिक शाळेतील विद्यार्थ्यांना टिफिन बॅगचे वाटप करण्यात आले. सामाजिक बांधिलकी जपत एका सामाजिक संस्थेच्या वतीने हा उपक्रम राबवण्यात आला. ११४ शाळेच्या विद्यार्थ्यांना टिफिन बॅगचे वाटप करण्यात आले. कोल्हार परिसरात अवकाळी पाऊस ▸ कोल्हार (वा.) कोल्हार भागवती परिसरात आज दुपारी पाच वाजेच्या सुमारास अवकाळी पावसाने हजेरी लावली. अचानक आलेल्या वादळी वाऱ्यासह झालेल्या पावसामुळे शेतकऱ्यांचे नुकसान झाले. उन्हाळी पिकांना फटका बसला असून काढणीस आलेल्या पिकांचे नुकसान झाले आहे. पंचनामे करून नुकसान भरपाई देण्याची मागणी शेतकऱ्यांनी केली आहे.: [388, 1122, 715, 1743]
- tanchai-headline: कॅन-ड्रममधून इंधनबंदीचा निर्णय रद्द करा: [472, 730, 865, 762]
- tiffin-body-2: याप्रसंगी शाळेचे मुख्याध्यापक, शिक्षकवृंद, ग्रामपंचायत सदस्य व पालक मोठ्या संख्येने उपस्थित होते. विद्यार्थ्यांनी आनंद व्यक्त केला. अशा उपक्रमांमुळे विद्यार्थ्यांना शिक्षणाची गोडी लागते असे मत यावेळी व्यक्त करण्यात आले.: [395, 1256, 548, 1318]
- lead-quote-attr: - संदीप गुलाटकर, सामाजिक कार्यकर्ते: [611, 234, 730, 244]
- satral-headline: सात्रळची जानवी राष्ट्रीय नेमबाजीसाठी झाली पात्र: [229, 703, 444, 760]
- place-date: अहिल्यानगर, १ एप्रिल २०२६: [32, 30, 143, 42]
- masthead-brand: [608, 11, 784, 51]
- dot-cyan-2: [1409, 2449, 1417, 2458]
- samata-caption: अत्याधुनिक तंत्रज्ञान: [1274, 1349, 1446, 1367]
- mulancha-side-caption: मुलांचा केला गौरव: [262, 1215, 379, 1233]
- lead-photo: [181, 141, 397, 280]
- mulancha-side-photo: [262, 1122, 379, 1215]
- mulancha-body-1: शिक्षणाबरोबरच विद्यार्थ्यांचे सर्वांगीण विकास व्हावा, त्यांच्यातील सुप्त कलागुणांना वाव मिळावा यासाठी संस्था नेहमीच प्रयत्नशील असते. ग्रामीण विद्यार्थी हा उच्च पातळीवर पोहोचावा यासाठी आवश्यक ती सर्व साधने उपलब्ध करून दिली जातात, असे प्रतिपादन करण्यात आले.: [12, 1356, 246, 1404]
- tanchai-body: पेट्रोल पंपावर कॅन व ड्रममधून इंधन वितरणावर घालण्यात आलेल्या निर्बंधामुळे शेतकऱ्यांना मोठ्या प्रमाणात अडचणींचा सामना करावा लागत आहे. त्यामुळे हा निर्णय तातडीने मागे घेण्यात यावा, अशी मागणी आमदार रोहित पवार यांनी केली आहे. सोलापूर जिल्हा प्रशासनाने शेतकऱ्यांना दिलासा देणारा निर्णय घेतला असून तोच निर्णय राज्यभर लागू करावा अशी मागणी त्यांनी केली आहे.: [472, 774, 610, 900]
- rupee-icon: ₹: [625, 818, 651, 844]
- mulancha-side: [255, 1122, 379, 1743]
- shinde-dateline: नान्नज (वा.): [1049, 1828, 1088, 1838]
- quote-icon: ❝: [611, 133, 629, 169]
